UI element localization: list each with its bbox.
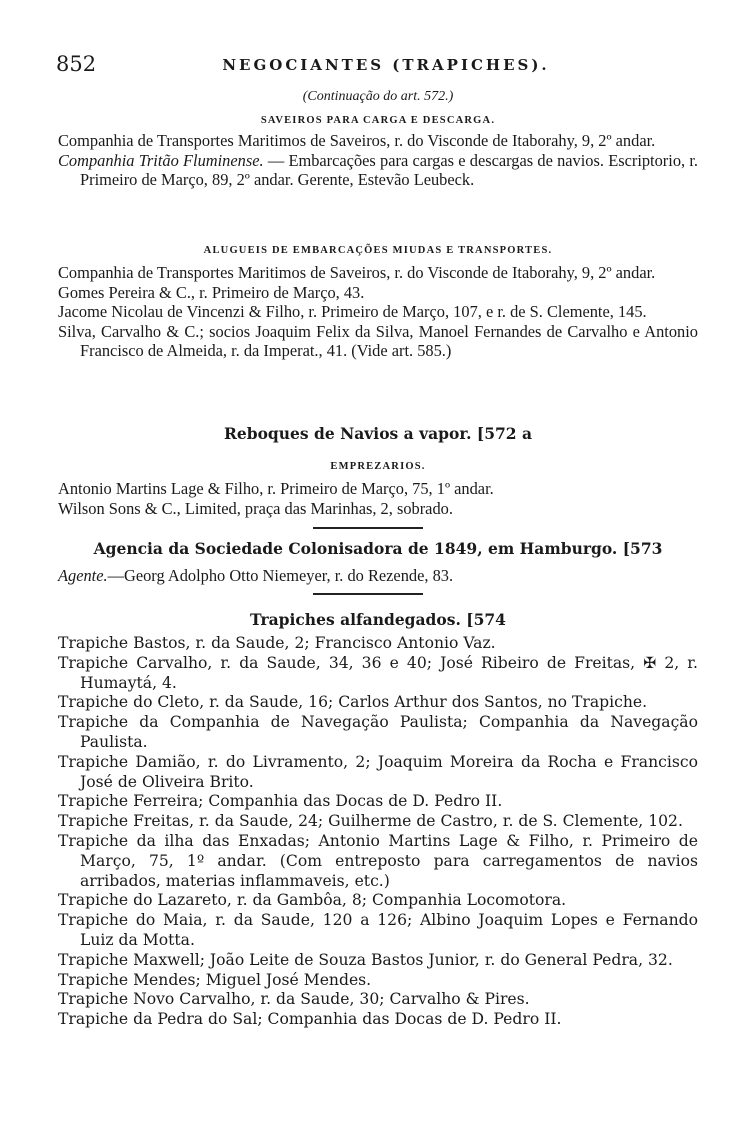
list-item: Trapiche Novo Carvalho, r. da Saude, 30; Carvalho & Pires. bbox=[58, 990, 530, 1009]
list-item: Antonio Martins Lage & Filho, r. Primeiro de Março, 75, 1º andar. bbox=[58, 479, 494, 498]
list-item: Trapiche Bastos, r. da Saude, 2; Francisco Antonio Vaz. bbox=[58, 634, 496, 652]
list-item: Trapiche Carvalho, r. da Saude, 34, 36 e 40; José Ribeiro de Freitas, ✠ 2, r. Humaytá, 4. bbox=[58, 653, 698, 692]
divider bbox=[313, 527, 423, 529]
list-item: Trapiche Mendes; Miguel José Mendes. bbox=[58, 970, 372, 989]
list-item: Trapiche Damião, r. do Livramento, 2; Joaquim Moreira da Rocha e Francisco José de Oliveira Brito. bbox=[58, 752, 698, 791]
list-item: Trapiche da Pedra do Sal; Companhia das Docas de D. Pedro II. bbox=[58, 1010, 562, 1029]
list-item: Trapiche da Companhia de Navegação Paulista; Companhia da Navegação Paulista. bbox=[58, 713, 698, 751]
agent-label: Agente. bbox=[58, 566, 108, 585]
list-item: Trapiche Ferreira; Companhia das Docas de D. Pedro II. bbox=[58, 792, 503, 811]
list-item bbox=[58, 566, 698, 586]
entry-text: — Embarcações para cargas e descargas de navios. Escriptorio, r. Primeiro de Março, 89, 2º andar. Gerente, Estevão Leubeck. bbox=[80, 150, 698, 190]
list-item: Jacome Nicolau de Vincenzi & Filho, r. Primeiro de Março, 107, e r. de S. Clemente, 145. bbox=[58, 302, 647, 322]
list-item: Trapiche do Lazareto, r. da Gambôa, 8; Companhia Locomotora. bbox=[58, 891, 567, 910]
list-item: Trapiche Freitas, r. da Saude, 24; Guilherme de Castro, r. de S. Clemente, 102. bbox=[58, 812, 683, 831]
list-item: Trapiche do Maia, r. da Saude, 120 a 126; Albino Joaquim Lopes e Fernando Luiz da Motta. bbox=[58, 911, 698, 949]
continuation-note: (Continuação do art. 572.) bbox=[302, 89, 454, 104]
section-reboques-subheading: EMPREZARIOS. bbox=[330, 461, 426, 472]
section-agencia-heading: Agencia da Sociedade Colonisadora de 1849, em Hamburgo. [573 bbox=[93, 539, 663, 558]
list-item: Wilson Sons & C., Limited, praça das Marinhas, 2, sobrado. bbox=[58, 498, 453, 518]
list-item: Trapiche da ilha das Enxadas; Antonio Martins Lage & Filho, r. Primeiro de Março, 75, 1º andar. (Com entreposto para carregamentos de navios arribados, materias inflammaveis, etc.) bbox=[58, 831, 698, 890]
section-alugueis-entries bbox=[58, 263, 698, 361]
page-number: 852 bbox=[56, 52, 97, 76]
list-item: Companhia de Transportes Maritimos de Saveiros, r. do Visconde de Itaborahy, 9, 2º andar. bbox=[58, 263, 656, 282]
list-item: Companhia de Transportes Maritimos de Saveiros, r. do Visconde de Itaborahy, 9, 2º andar. bbox=[58, 131, 656, 150]
section-alugueis-heading: ALUGUEIS DE EMBARCAÇÕES MIUDAS E TRANSPORTES. bbox=[203, 245, 553, 256]
company-name-italic: Companhia Tritão Fluminense. bbox=[58, 150, 264, 170]
list-item: Gomes Pereira & C., r. Primeiro de Março, 43. bbox=[58, 282, 365, 302]
section-saveiros-entries bbox=[58, 131, 698, 190]
section-trapiches-entries bbox=[58, 634, 698, 1030]
section-reboques-heading: Reboques de Navios a vapor. [572 a bbox=[223, 424, 532, 443]
list-item: Silva, Carvalho & C.; socios Joaquim Felix da Silva, Manoel Fernandes de Carvalho e Antonio Francisco de Almeida, r. da Imperat., 41. (Vide art. 585.) bbox=[58, 321, 698, 361]
page-header bbox=[56, 52, 716, 78]
section-trapiches-heading: Trapiches alfandegados. [574 bbox=[250, 610, 506, 629]
list-item: Trapiche Maxwell; João Leite de Souza Bastos Junior, r. do General Pedra, 32. bbox=[58, 950, 673, 969]
agent-text: —Georg Adolpho Otto Niemeyer, r. do Rezende, 83. bbox=[107, 566, 454, 585]
divider bbox=[313, 593, 423, 595]
list-item bbox=[58, 151, 698, 190]
running-title: NEGOCIANTES (TRAPICHES). bbox=[222, 56, 550, 74]
list-item: Trapiche do Cleto, r. da Saude, 16; Carlos Arthur dos Santos, no Trapiche. bbox=[58, 693, 648, 712]
section-agencia-entry bbox=[58, 566, 698, 586]
section-saveiros-heading: SAVEIROS PARA CARGA E DESCARGA. bbox=[260, 115, 496, 126]
section-reboques-entries bbox=[58, 479, 698, 518]
